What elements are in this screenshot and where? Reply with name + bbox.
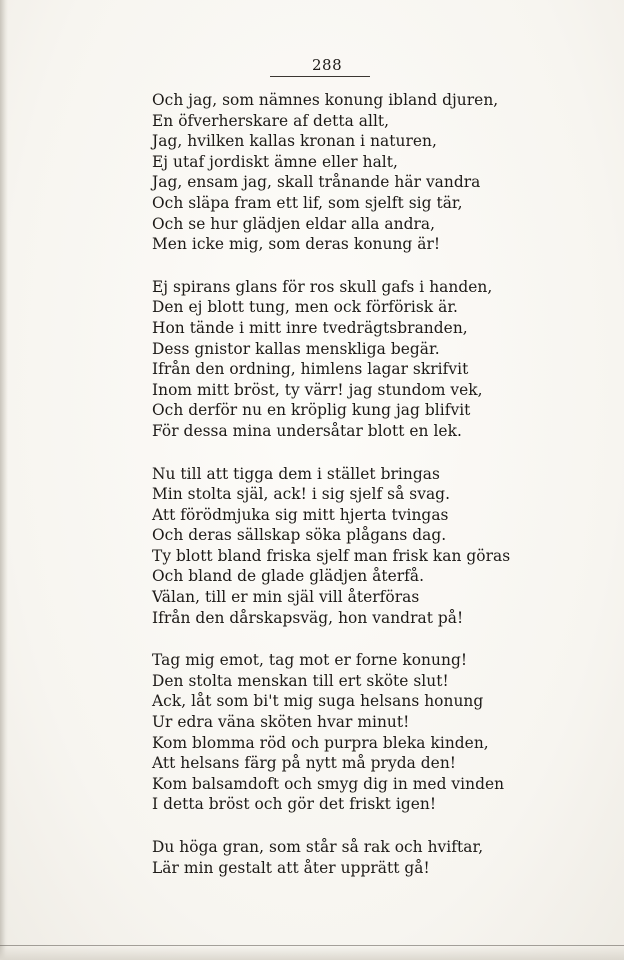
- verse-line: Att helsans färg på nytt må pryda den!: [152, 754, 457, 773]
- verse-line: En öfverherskare af detta allt,: [152, 111, 390, 130]
- page-bottom-shadow: [0, 946, 624, 960]
- verse-line: Och släpa fram ett lif, som sjelft sig tär,: [152, 193, 463, 212]
- stanza: [152, 90, 612, 255]
- verse-line: Kom blomma röd och purpra bleka kinden,: [152, 733, 489, 752]
- verse-line: Nu till att tigga dem i stället bringas: [152, 464, 440, 483]
- poem-text: [152, 90, 612, 900]
- verse-line: Och derför nu en kröplig kung jag blifvit: [152, 401, 471, 420]
- verse-line: För dessa mina undersåtar blott en lek.: [152, 421, 462, 440]
- verse-line: Den stolta menskan till ert sköte slut!: [152, 671, 449, 690]
- verse-line: Och se hur glädjen eldar alla andra,: [152, 214, 436, 233]
- verse-line: Och bland de glade glädjen återfå.: [152, 567, 425, 586]
- stanza: [152, 277, 612, 442]
- verse-line: Inom mitt bröst, ty värr! jag stundom vek,: [152, 380, 483, 399]
- verse-line: Ifrån den dårskapsväg, hon vandrat på!: [152, 608, 464, 627]
- stanza: [152, 464, 612, 629]
- page-bottom-edge-line: [0, 945, 624, 946]
- verse-line: Du höga gran, som står så rak och hviftar,: [152, 838, 484, 856]
- verse-line: Ty blott bland friska sjelf man frisk kan göras: [152, 546, 511, 565]
- verse-line: Välan, till er min själ vill återföras: [152, 588, 420, 607]
- verse-line: Ack, låt som bi't mig suga helsans honung: [152, 692, 484, 711]
- verse-line: Ur edra väna sköten hvar minut!: [152, 713, 410, 732]
- verse-line: Jag, hvilken kallas kronan i naturen,: [152, 132, 437, 151]
- verse-line: I detta bröst och gör det friskt igen!: [152, 795, 437, 814]
- verse-line: Tag mig emot, tag mot er forne konung!: [152, 651, 468, 670]
- verse-line: Och jag, som nämnes konung ibland djuren,: [152, 91, 499, 109]
- verse-line: Men icke mig, som deras konung är!: [152, 235, 441, 254]
- verse-line: Min stolta själ, ack! i sig sjelf så svag.: [152, 485, 451, 504]
- verse-line: Ej spirans glans för ros skull gafs i handen,: [152, 277, 493, 296]
- verse-line: Hon tände i mitt inre tvedrägtsbranden,: [152, 318, 468, 337]
- verse-line: Ej utaf jordiskt ämne eller halt,: [152, 152, 398, 171]
- verse-line: Att förödmjuka sig mitt hjerta tvingas: [152, 505, 449, 524]
- verse-line: Kom balsamdoft och smyg dig in med vinden: [152, 774, 505, 793]
- stanza: [152, 650, 612, 815]
- page-number-rule: [270, 76, 370, 77]
- verse-line: Och deras sällskap söka plågans dag.: [152, 526, 447, 545]
- verse-line: Jag, ensam jag, skall trånande här vandra: [152, 173, 481, 192]
- page-gutter-shadow: [0, 0, 8, 960]
- verse-line: Den ej blott tung, men ock förförisk är.: [152, 298, 458, 317]
- verse-line: Lär min gestalt att åter upprätt gå!: [152, 858, 430, 877]
- verse-line: Ifrån den ordning, himlens lagar skrifvit: [152, 360, 469, 379]
- verse-line: Dess gnistor kallas menskliga begär.: [152, 339, 440, 358]
- stanza: [152, 837, 612, 878]
- page-number: 288: [312, 56, 343, 74]
